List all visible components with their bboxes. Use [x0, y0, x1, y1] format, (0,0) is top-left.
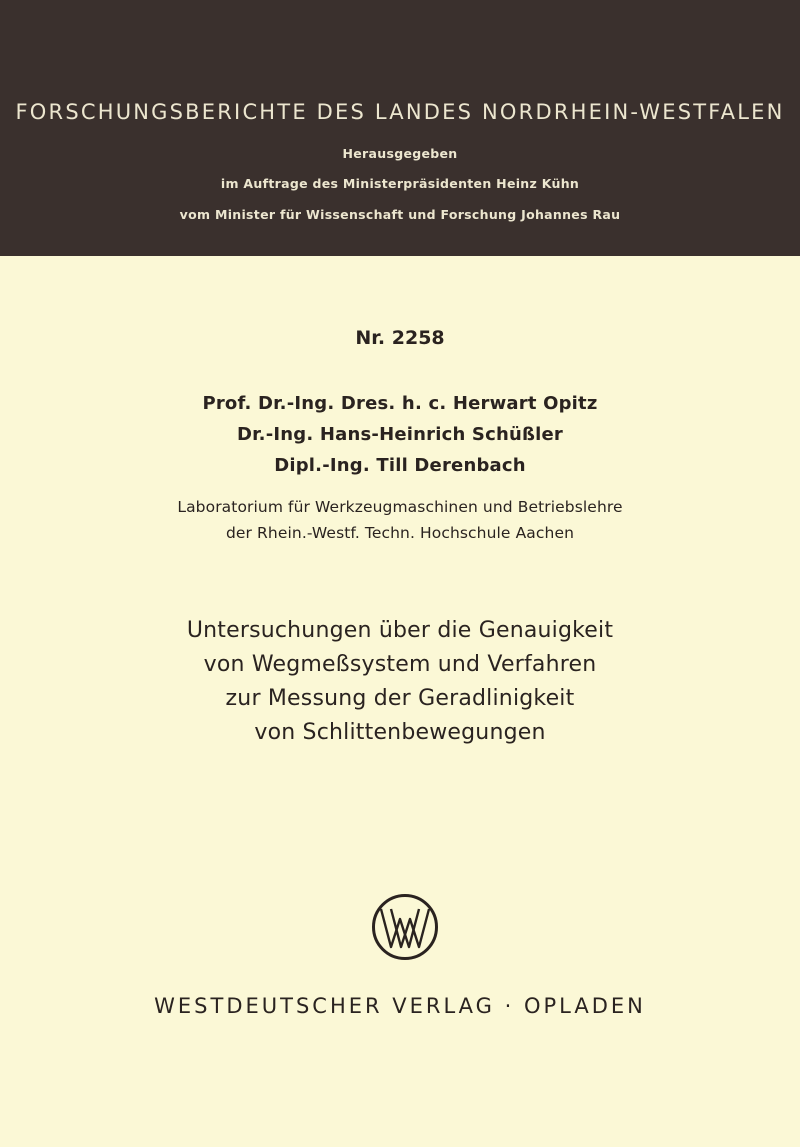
- header-band: [0, 0, 800, 256]
- editor-line-3: vom Minister für Wissenschaft und Forschung Johannes Rau: [179, 207, 621, 222]
- author-1: Prof. Dr.-Ing. Dres. h. c. Herwart Opitz: [202, 393, 598, 414]
- institution-line-2: der Rhein.-Westf. Techn. Hochschule Aachen: [225, 524, 574, 542]
- publisher-name: WESTDEUTSCHER VERLAG · OPLADEN: [154, 994, 646, 1018]
- institution-line-1: Laboratorium für Werkzeugmaschinen und Betriebslehre: [177, 498, 623, 516]
- publisher-ww-logo-icon: [371, 893, 439, 961]
- report-number: Nr. 2258: [355, 327, 445, 349]
- editor-line-2: im Auftrage des Ministerpräsidenten Heinz Kühn: [220, 176, 580, 191]
- title-line-2: von Wegmeßsystem und Verfahren: [203, 652, 597, 677]
- title-line-1: Untersuchungen über die Genauigkeit: [186, 618, 614, 643]
- author-2: Dr.-Ing. Hans-Heinrich Schüßler: [237, 424, 563, 445]
- editor-line-1: Herausgegeben: [342, 146, 458, 161]
- series-title: FORSCHUNGSBERICHTE DES LANDES NORDRHEIN-WESTFALEN: [15, 100, 785, 124]
- author-3: Dipl.-Ing. Till Derenbach: [274, 455, 526, 476]
- title-line-3: zur Messung der Geradlinigkeit: [225, 686, 575, 711]
- title-line-4: von Schlittenbewegungen: [254, 720, 546, 745]
